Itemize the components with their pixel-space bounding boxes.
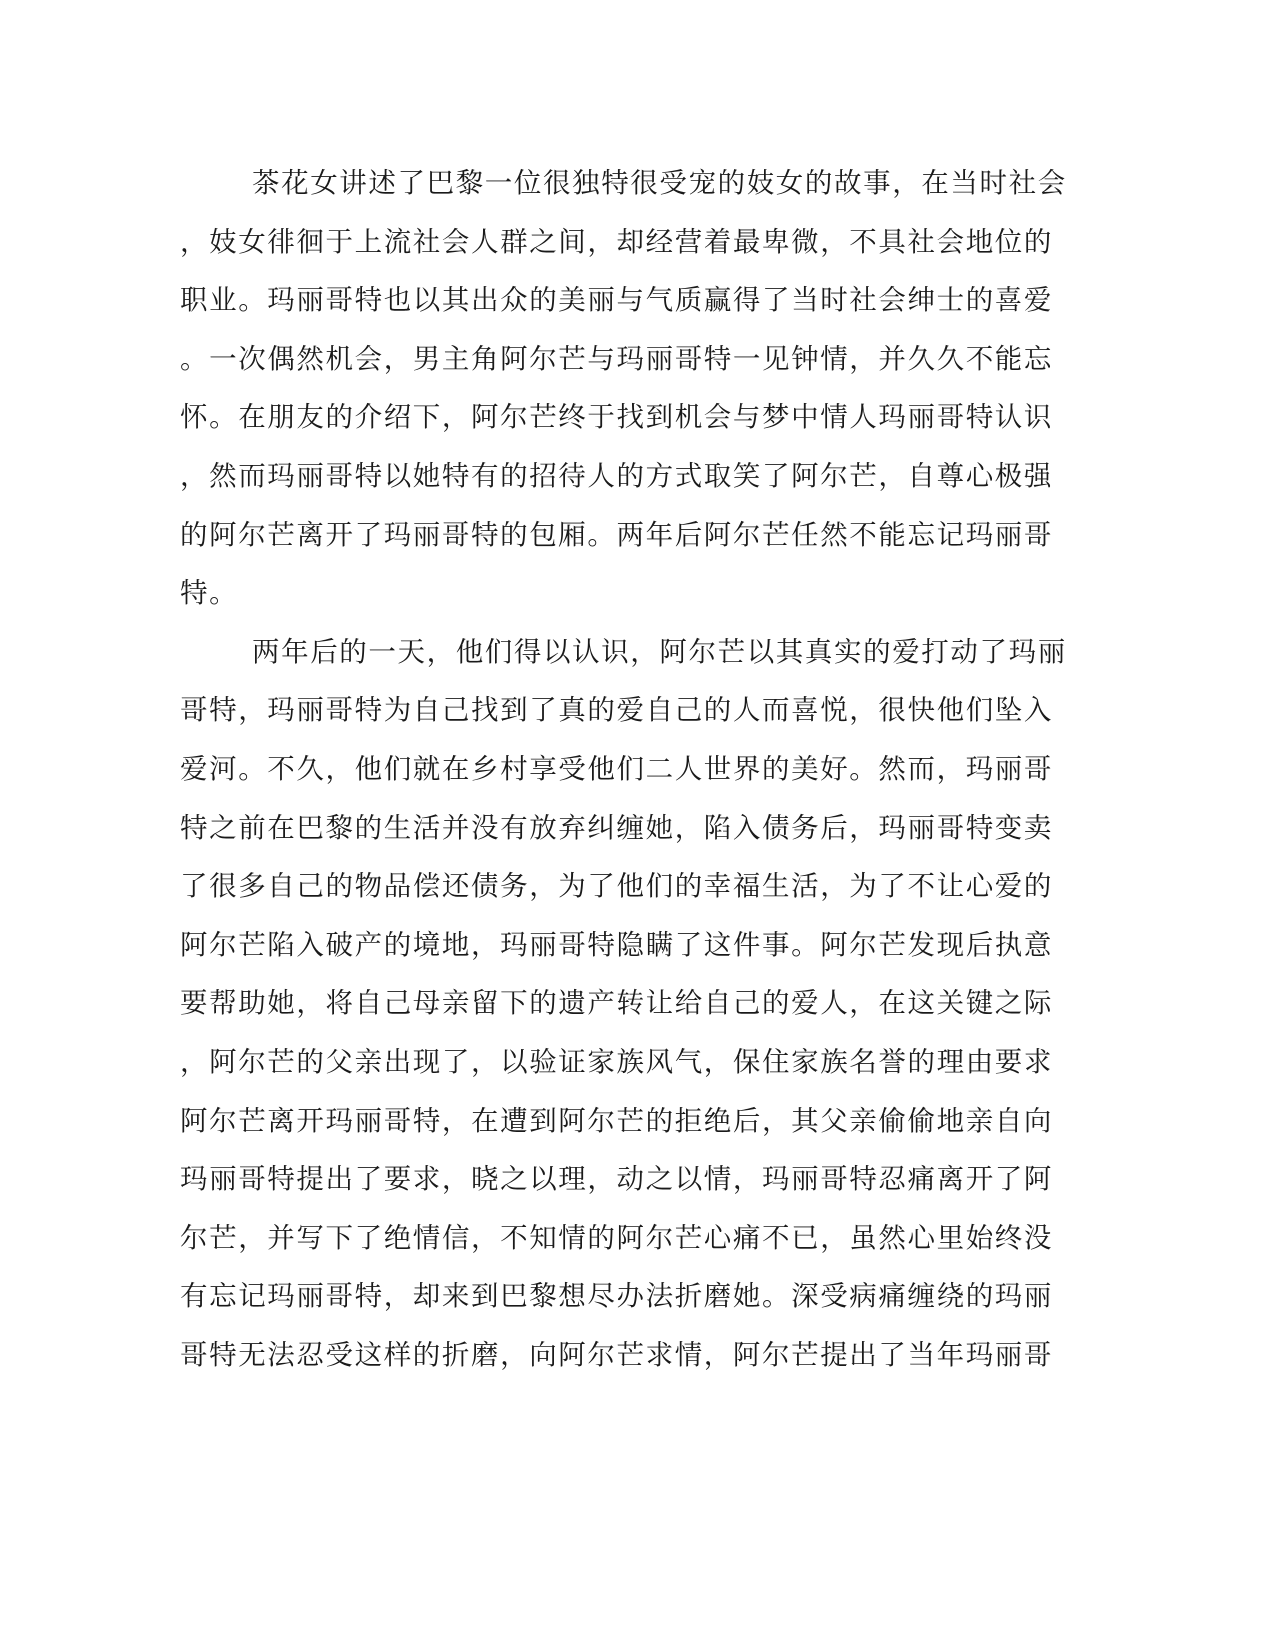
paragraph-line: 尔芒，并写下了绝情信，不知情的阿尔芒心痛不已，虽然心里始终没 (180, 1221, 1053, 1254)
paragraph-2 (180, 623, 1270, 1385)
body-text (180, 154, 1270, 1384)
paragraph-line: 有忘记玛丽哥特，却来到巴黎想尽办法折磨她。深受病痛缠绕的玛丽 (180, 1280, 1053, 1313)
paragraph-line: 了很多自己的物品偿还债务，为了他们的幸福生活，为了不让心爱的 (180, 870, 1053, 903)
paragraph-1 (180, 154, 1270, 623)
paragraph-line: 哥特，玛丽哥特为自己找到了真的爱自己的人而喜悦，很快他们坠入 (180, 694, 1053, 727)
paragraph-line: 茶花女讲述了巴黎一位很独特很受宠的妓女的故事，在当时社会 (252, 167, 1067, 199)
paragraph-line: 特之前在巴黎的生活并没有放弃纠缠她，陷入债务后，玛丽哥特变卖 (180, 811, 1053, 844)
paragraph-line: 。一次偶然机会，男主角阿尔芒与玛丽哥特一见钟情，并久久不能忘 (180, 342, 1053, 375)
paragraph-line: 两年后的一天，他们得以认识，阿尔芒以其真实的爱打动了玛丽 (252, 635, 1067, 668)
paragraph-line: 阿尔芒离开玛丽哥特，在遭到阿尔芒的拒绝后，其父亲偷偷地亲自向 (180, 1104, 1053, 1137)
paragraph-line: 哥特无法忍受这样的折磨，向阿尔芒求情，阿尔芒提出了当年玛丽哥 (180, 1338, 1053, 1371)
paragraph-line: 怀。在朋友的介绍下，阿尔芒终于找到机会与梦中情人玛丽哥特认识 (180, 401, 1053, 434)
paragraph-line: 的阿尔芒离开了玛丽哥特的包厢。两年后阿尔芒任然不能忘记玛丽哥 (180, 518, 1053, 551)
paragraph-line: 玛丽哥特提出了要求，晓之以理，动之以情，玛丽哥特忍痛离开了阿 (180, 1163, 1053, 1196)
paragraph-line: ，妓女徘徊于上流社会人群之间，却经营着最卑微，不具社会地位的 (180, 225, 1053, 258)
paragraph-line: ，阿尔芒的父亲出现了，以验证家族风气，保住家族名誉的理由要求 (180, 1045, 1053, 1078)
paragraph-line: 要帮助她，将自己母亲留下的遗产转让给自己的爱人，在这关键之际 (180, 987, 1053, 1020)
paragraph-line: ，然而玛丽哥特以她特有的招待人的方式取笑了阿尔芒，自尊心极强 (180, 459, 1053, 492)
paragraph-line: 爱河。不久，他们就在乡村享受他们二人世界的美好。然而，玛丽哥 (180, 752, 1053, 785)
paragraph-line: 职业。玛丽哥特也以其出众的美丽与气质赢得了当时社会绅士的喜爱 (180, 284, 1053, 317)
paragraph-line: 阿尔芒陷入破产的境地，玛丽哥特隐瞒了这件事。阿尔芒发现后执意 (180, 928, 1053, 961)
paragraph-line: 特。 (180, 577, 239, 610)
